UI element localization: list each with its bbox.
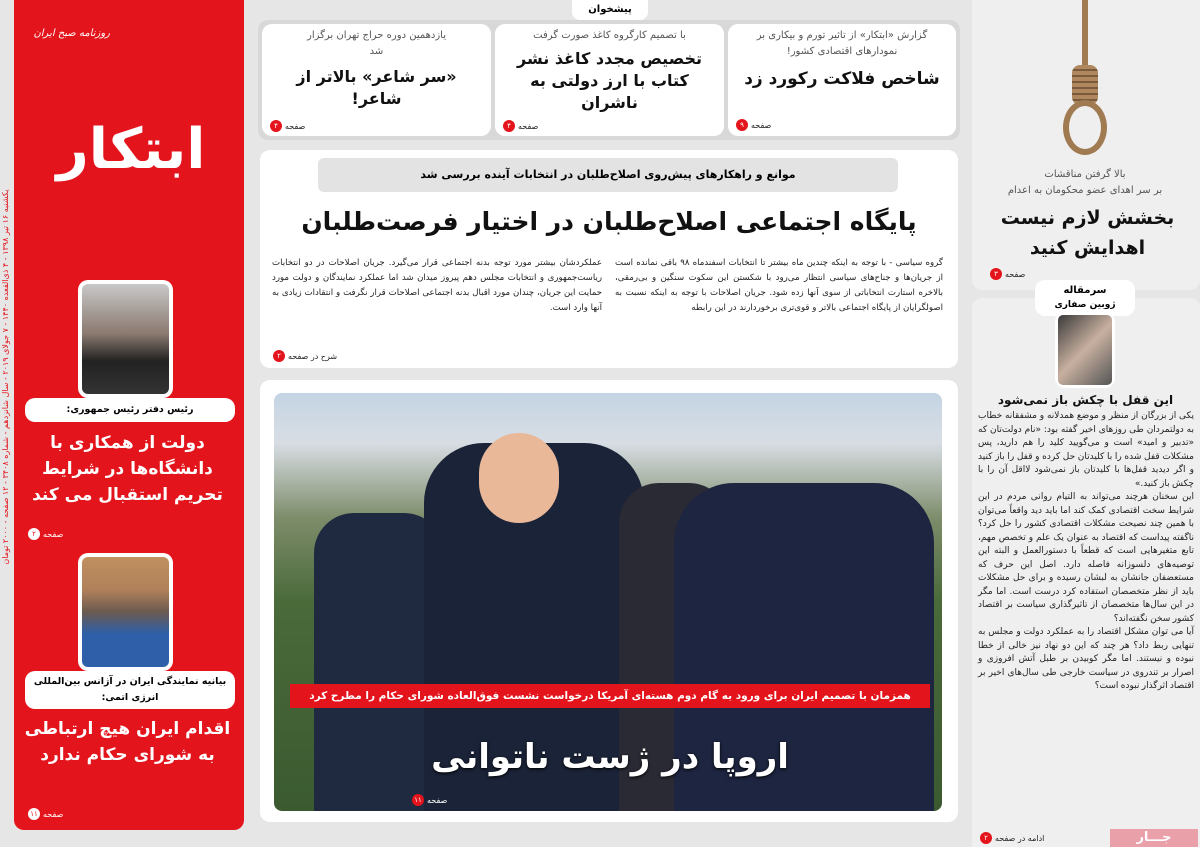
- editorial-label-box: [1035, 280, 1135, 316]
- author-photo: [1055, 312, 1115, 388]
- left-headline-2[interactable]: اقدام ایران هیچ ارتباطی به شورای حکام ندارد: [24, 719, 231, 765]
- left-page-ref-2[interactable]: [28, 808, 63, 820]
- page-number: ۱۱: [412, 794, 424, 806]
- masthead-tagline: روزنامه صبح ایران: [33, 28, 110, 39]
- editorial-author: ژوبین صفاری: [1054, 300, 1116, 310]
- right-kicker-1: بالا گرفتن مناقشات: [1044, 169, 1126, 180]
- page-label: صفحه: [285, 121, 306, 131]
- editorial-title[interactable]: این قفل با چکش باز نمی‌شود: [997, 393, 1174, 407]
- page-number: ۲: [273, 350, 285, 362]
- page-number: ۴: [503, 120, 515, 132]
- page-ref[interactable]: [736, 119, 771, 131]
- page-number: ۱۱: [28, 808, 40, 820]
- page-label: ادامه در صفحه: [995, 833, 1045, 843]
- page-label: صفحه: [43, 809, 64, 819]
- page-label: صفحه: [43, 529, 64, 539]
- pishkhan-card-2[interactable]: [495, 24, 724, 136]
- headline: تخصیص مجدد کاغذ نشر کتاب با ارز دولتی به ناشران: [517, 49, 702, 112]
- main-body-col1: گروه سیاسی - با توجه به اینکه چندین ماه بیشتر تا انتخابات اسفندماه ۹۸ باقی نمانده است از جریان‌ها و جناح‌های سیاسی انتظار می‌رود با شکستن این سکوت سنگین و بی‌رمقی، بالاخره استارت انتخاباتی از سوی آنها زده شود. جریان اصلاحات با توجه به اینکه نسبت به اصولگرایان از پایگاه اجتماعی بالاتر و قوی‌تری برخوردارند در این رابطه: [615, 258, 944, 313]
- right-headline[interactable]: بخشش لازم نیست اهدایش کنید: [1000, 207, 1175, 259]
- paragraph: یکی از بزرگان از منظر و موضع همدلانه و مشفقانه خطاب به دولتمردان طی روزهای اخیر گفته بود: «نام دولت‌تان که «تدبیر و امید» است و می‌گویید کلید را هم دارید، پس مشکلات قفل شده را با کلیدتان حل کرده و قفل را باز کنید و اگر دیدید قفل‌ها با کلیدتان باز نمی‌شود لااقل آن را با چکش باز کنید.»: [978, 411, 1194, 489]
- page-label: صفحه: [518, 121, 539, 131]
- left-page-ref-1[interactable]: [28, 528, 63, 540]
- right-kicker-2: بر سر اهدای عضو محکومان به اعدام: [1007, 185, 1163, 196]
- main-page-ref[interactable]: [273, 350, 337, 362]
- page-number: ۲: [980, 832, 992, 844]
- paragraph: این سخنان هرچند می‌تواند به التیام روانی مردم در این شرایط سخت اقتصادی کمک کند اما باید دید واقعاً می‌توان با همین چند نصیحت مشکلات اقتصادی کشور را حل کرد؟ ناگفته پیداست که اقتصاد به عنوان یک علم و تخصص مهم، تابع متغیرهایی است که قطعاً با دستورالعمل و البته این توصیه‌های دلسوزانه فاصله دارد. اصل این حرف که مستعضفان جانشان به لبشان رسیده و برای حل مشکلات باید از نظر متخصصان استفاده کرد درست است. اما مگر در این سال‌ها متخصصان از تاثیرگذاری سیاست بر اقتصاد کشور سخن نگفته‌اند؟: [978, 492, 1194, 624]
- photo-page-ref[interactable]: [412, 794, 447, 806]
- headline: شاخص فلاکت رکورد زد: [744, 69, 940, 89]
- left-caption-1: رئیس دفتر رئیس جمهوری:: [25, 398, 235, 422]
- editorial-page-ref[interactable]: [980, 832, 1044, 844]
- photo-kicker: همزمان با تصمیم ایران برای ورود به گام دوم هسته‌ای آمریکا درخواست نشست فوق‌العاده شورای حکام را مطرح کرد: [290, 684, 930, 708]
- headline: «سر شاعر» بالاتر از شاعر!: [296, 67, 457, 108]
- left-caption-2: بیانیه نمایندگی ایران در آژانس بین‌المللی انرژی اتمی:: [25, 671, 235, 709]
- dateline: یکشنبه ۱۶ تیر ۱۳۹۸ - ۴ ذی‌القعده ۱۴۴۰ - ۷ جولای ۲۰۱۹ - سال شانزدهم - شماره ۳۴۰۸ - ۱۲ صفحه - ۲۰۰۰ تومان: [1, 189, 10, 565]
- main-body-col2: عملکردشان بیشتر مورد توجه بدنه اجتماعی قرار می‌گیرد. جریان اصلاحات در دو انتخابات ریاست‌جمهوری و انتخابات مجلس دهم پیروز میدان شد اما عملکرد نمایندگان و دولت مورد حمایت این جریان، چندان مورد اقبال بدنه اجتماعی اصلاحات قرار نگرفت و انتقادات زیادی به آنها وارد است.: [272, 258, 602, 313]
- pishkhan-card-3[interactable]: [262, 24, 491, 136]
- paragraph: آیا می توان مشکل اقتصاد را به عملکرد دولت و مجلس به تنهایی ربط داد؟ هر چند که این دو نهاد نیز خالی از خطا نبوده و نیستند. اما مگر کوبیدن بر طبل آتش افروزی و اصرار بر تندروی در سیاست خارجی طی سال‌های اخیر بر اقتصاد اثرگذار نبوده است؟: [978, 627, 1194, 691]
- page-number: ۲: [28, 528, 40, 540]
- page-ref[interactable]: [270, 120, 305, 132]
- kicker: یازدهمین دوره حراج تهران برگزار شد: [306, 30, 446, 57]
- left-headline-1[interactable]: دولت از همکاری با دانشگاه‌ها در شرایط تحریم استقبال می کند: [32, 433, 223, 505]
- page-number: ۳: [990, 268, 1002, 280]
- editorial-label: سرمقاله: [1063, 285, 1107, 296]
- page-number: ۹: [736, 119, 748, 131]
- pishkhan-tab: پیشخوان: [572, 0, 648, 20]
- page-ref[interactable]: [503, 120, 538, 132]
- noose-icon: [1060, 0, 1110, 160]
- page-label: صفحه: [427, 795, 448, 805]
- portrait-photo-2: [78, 553, 173, 671]
- page-label: صفحه: [751, 120, 772, 130]
- pishkhan-card-1[interactable]: [728, 24, 956, 136]
- main-kicker: موانع و راهکارهای پیش‌روی اصلاح‌طلبان در انتخابات آینده بررسی شد: [318, 158, 898, 192]
- main-headline[interactable]: پایگاه اجتماعی اصلاح‌طلبان در اختیار فرصت‌طلبان: [301, 207, 917, 236]
- kicker: گزارش «ابتکار» از تاثیر تورم و بیکاری بر نمودارهای اقتصادی کشور!: [756, 30, 928, 57]
- watermark-logo: جـــار: [1110, 829, 1198, 847]
- masthead-logo: ابتکار: [56, 117, 206, 182]
- right-page-ref[interactable]: [990, 268, 1025, 280]
- page-number: ۴: [270, 120, 282, 132]
- editorial-body: [978, 410, 1194, 694]
- page-label: صفحه: [1005, 269, 1026, 279]
- photo-headline[interactable]: اروپا در ژست ناتوانی: [431, 737, 789, 777]
- portrait-photo-1: [78, 280, 173, 398]
- page-label: شرح در صفحه: [288, 351, 338, 361]
- kicker: با تصمیم کارگروه کاغذ صورت گرفت: [533, 30, 686, 41]
